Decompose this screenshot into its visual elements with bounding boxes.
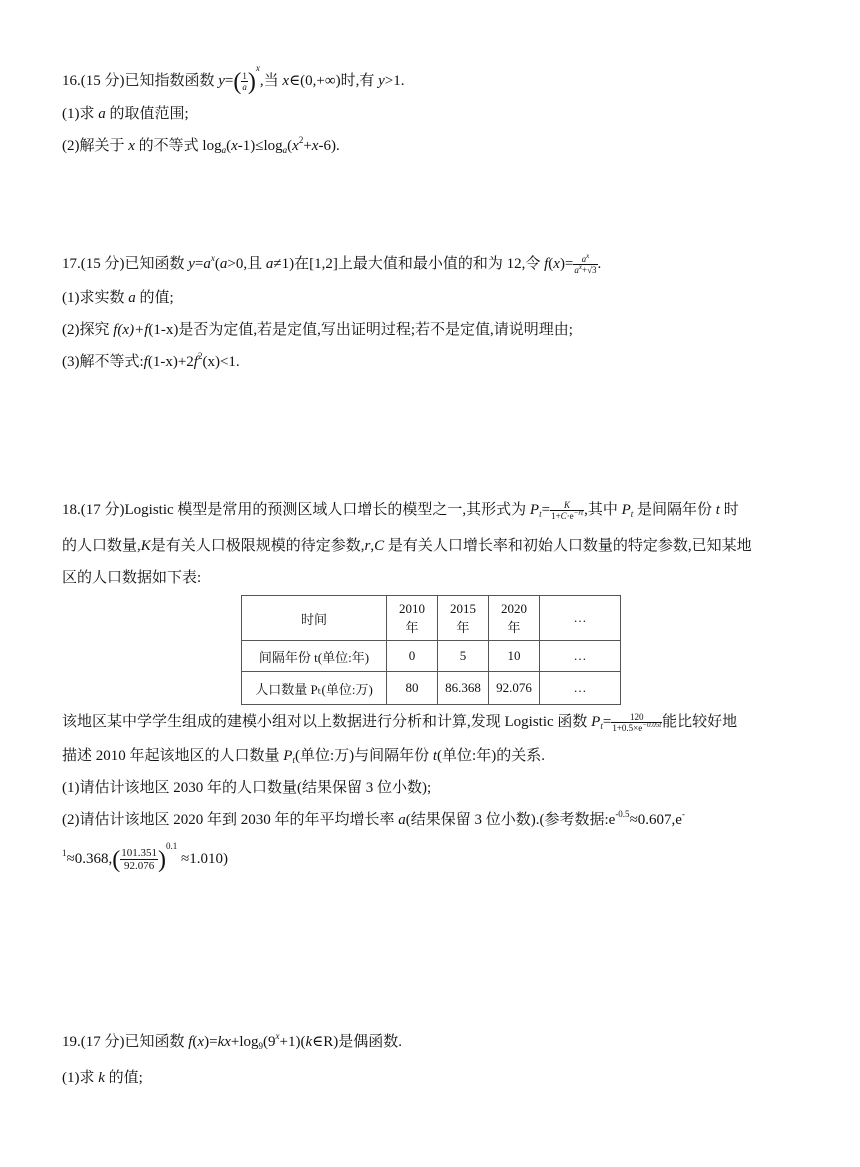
table-row: [242, 641, 621, 672]
q18-part-2: (2)请估计该地区 2020 年到 2030 年的年平均增长率 a(结果保留 3 位小数).(参考数据$:e^{-0.5}\approx 0.607,e^-$: [62, 809, 685, 828]
q17-part-2: (2)探究 f(x)+f(1-x)是否为定值,若是定值,写出证明过程;若不是定值,请说明理由;: [62, 322, 573, 338]
q18-stem-line-2: 的人口数量,K是有关人口极限规模的待定参数,r,C 是有关人口增长率和初始人口数量的特定参数,已知某地: [62, 538, 752, 554]
left-paren: (: [233, 68, 242, 95]
q18-model-line: 该地区某中学学生组成的建模小组对以上数据进行分析和计算,发现 Logistic 函数 $P_t=$ $\frac{120}{1+0.5\times e^{-0.05t}}$ 能比较好地: [62, 712, 738, 734]
table-header-cell: 2010 年: [387, 596, 438, 641]
q19-part-1: (1)求 k 的值;: [62, 1070, 143, 1086]
q18-part-1: (1)请估计该地区 2030 年的人口数量(结果保留 3 位小数);: [62, 780, 432, 796]
fraction-fitted-model: $\frac{120}{1+0.5\times e^{-0.05t}}$: [612, 712, 662, 734]
q18-stem-line-1: 18.(17 分)Logistic 模型是常用的预测区域人口增长的模型之一,其形式为 $P_t=$ $\frac{K}{1+C\cdot e^{-rt}}$ ,其中 $P_t$ 是间隔年份 t 时: [62, 500, 739, 522]
population-data-table: [241, 595, 621, 705]
table-cell: 92.076: [489, 672, 540, 705]
q17-stem: 17.(15 分)已知函数 $y=a^x(a>0$,且 a≠1)在[1,2]上最大值和最小值的和为 12,令 f(x)= $\frac{a^x}{a^x+√3}$ .: [62, 252, 602, 276]
q18-model-line-2: 描述 2010 年起该地区的人口数量 $P_t$(单位:万)与间隔年份 t(单位:年)的关系.: [62, 748, 545, 765]
table-cell: …: [540, 672, 621, 705]
right-paren: ): [157, 846, 166, 873]
table-cell: 86.368: [438, 672, 489, 705]
fraction-logistic-model: $\frac{K}{1+C\cdot e^{-rt}}$: [551, 500, 584, 522]
q18-stem-line-3: 区的人口数据如下表:: [62, 570, 202, 586]
q18-reference-data: $^1$≈0.368,( $\frac{101.351}{92.076}$ )$^{0.1}$ ≈1.010): [62, 841, 228, 873]
table-header-cell: 时间: [242, 596, 387, 641]
table-cell: 间隔年份 t(单位:年): [242, 641, 387, 672]
q17-part-3: (3)解不等式$:f(1-x)+2f^2(x)<1$.: [62, 351, 240, 370]
q16-stem: 16.(15 分)已知指数函数 y=( $\frac{1}{a}$ )$^x$,当 x∈(0,+∞)时,有 y>1.: [62, 63, 405, 95]
table-cell: …: [540, 641, 621, 672]
table-header-cell: 2015 年: [438, 596, 489, 641]
q16-part-2: (2)解关于 x 的不等式 $\log_a(x-1)\le\log_a(x^2+x-6)$.: [62, 135, 340, 155]
table-cell: 人口数量 Pₜ(单位:万): [242, 672, 387, 705]
table-header-cell: …: [540, 596, 621, 641]
table-cell: 80: [387, 672, 438, 705]
table-row: [242, 672, 621, 705]
table-cell: 5: [438, 641, 489, 672]
q16-part-1: (1)求 a 的取值范围;: [62, 106, 189, 122]
table-cell: 0: [387, 641, 438, 672]
table-header-cell: 2020 年: [489, 596, 540, 641]
q19-stem: 19.(17 分)已知函数 $f(x)=kx+\log_9(9^x+1)(k\in R)$是偶函数.: [62, 1031, 403, 1051]
fraction-1-over-a: $\frac{1}{a}$: [242, 71, 247, 93]
table-cell: 10: [489, 641, 540, 672]
left-paren: (: [112, 846, 121, 873]
table-header-row: [242, 596, 621, 641]
fraction-ax-over-ax-plus-root3: $\frac{a^x}{a^x+√3}$: [574, 252, 597, 276]
fraction-ratio-reference: $\frac{101.351}{92.076}$: [121, 847, 157, 873]
right-paren: ): [247, 68, 256, 95]
q17-part-1: (1)求实数 a 的值;: [62, 290, 174, 306]
